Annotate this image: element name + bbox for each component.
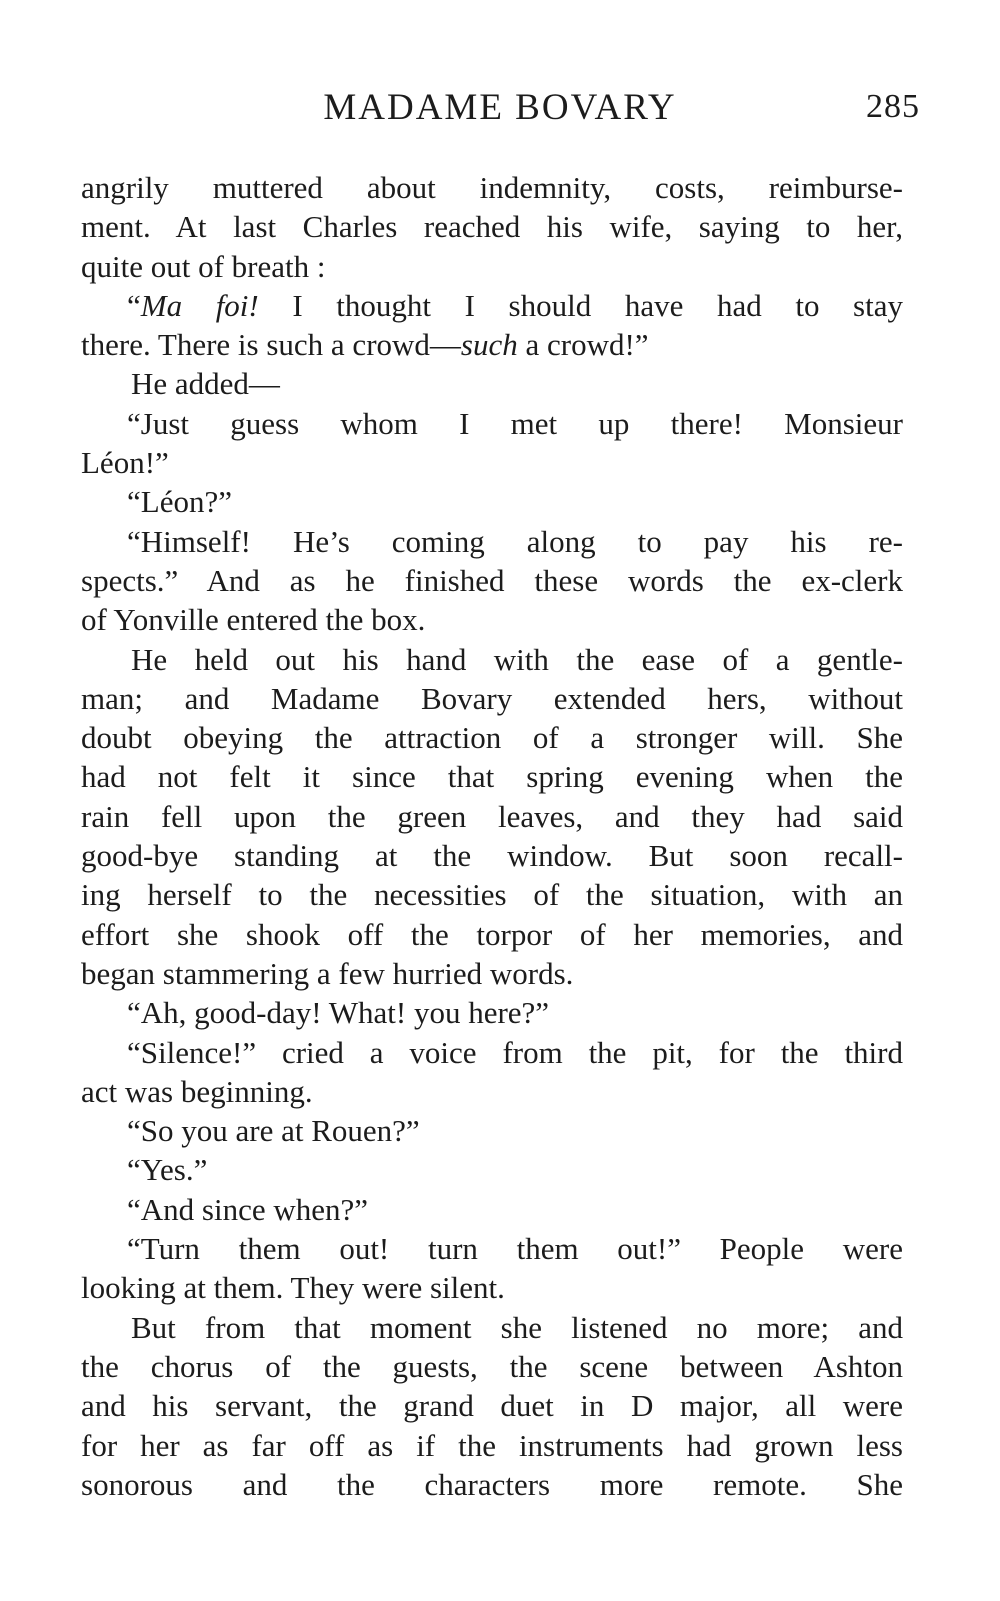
text-line: act was beginning. bbox=[81, 1073, 313, 1109]
text-line: had not felt it since that spring evening when the bbox=[81, 759, 903, 795]
text-line: there. There is such a crowd—such a crowd!” bbox=[81, 327, 649, 363]
text-line: for her as far off as if the instruments had grown less bbox=[81, 1427, 903, 1463]
running-title: MADAME BOVARY bbox=[323, 87, 677, 128]
text-line: “Himself! He’s coming along to pay his re- bbox=[127, 523, 903, 559]
text-line: spects.” And as he finished these words the ex-clerk bbox=[81, 562, 903, 598]
text-line: rain fell upon the green leaves, and they had said bbox=[81, 798, 903, 834]
text-line: angrily muttered about indemnity, costs, reimburse- bbox=[81, 170, 903, 205]
text-line: doubt obeying the attraction of a stronger will. She bbox=[81, 720, 903, 756]
text-line: man; and Madame Bovary extended hers, without bbox=[81, 680, 903, 716]
text-line: “Turn them out! turn them out!” People were bbox=[127, 1231, 903, 1267]
text-line: began stammering a few hurried words. bbox=[81, 955, 574, 991]
text-line: looking at them. They were silent. bbox=[81, 1270, 505, 1306]
text-line: and his servant, the grand duet in D major, all were bbox=[81, 1388, 903, 1424]
page-header bbox=[80, 86, 920, 136]
page-number: 285 bbox=[866, 88, 920, 125]
text-line: sonorous and the characters more remote. She bbox=[81, 1466, 903, 1502]
text-line: of Yonville entered the box. bbox=[81, 602, 426, 638]
text-line: Léon!” bbox=[81, 445, 169, 481]
text-line: good-bye standing at the window. But soon recall- bbox=[81, 838, 903, 874]
text-line: “Léon?” bbox=[127, 484, 232, 520]
text-line: “Yes.” bbox=[127, 1152, 208, 1188]
text-line: ment. At last Charles reached his wife, saying to her, bbox=[81, 209, 903, 245]
text-line: quite out of breath : bbox=[81, 248, 326, 284]
body-text bbox=[81, 168, 903, 1504]
text-line: effort she shook off the torpor of her memories, and bbox=[81, 916, 903, 952]
text-line: “Ah, good-day! What! you here?” bbox=[127, 995, 550, 1031]
text-line: But from that moment she listened no more; and bbox=[131, 1309, 903, 1345]
text-line: “Silence!” cried a voice from the pit, for the third bbox=[127, 1034, 903, 1070]
text-line: ing herself to the necessities of the situation, with an bbox=[81, 877, 903, 913]
text-line: He added— bbox=[131, 366, 280, 402]
text-line: He held out his hand with the ease of a gentle- bbox=[131, 641, 903, 677]
text-line: “And since when?” bbox=[127, 1191, 369, 1227]
text-line: “Ma foi! I thought I should have had to stay bbox=[127, 287, 903, 323]
text-line: “Just guess whom I met up there! Monsieur bbox=[127, 405, 903, 441]
text-line: the chorus of the guests, the scene between Ashton bbox=[81, 1348, 903, 1384]
text-line: “So you are at Rouen?” bbox=[127, 1113, 420, 1149]
